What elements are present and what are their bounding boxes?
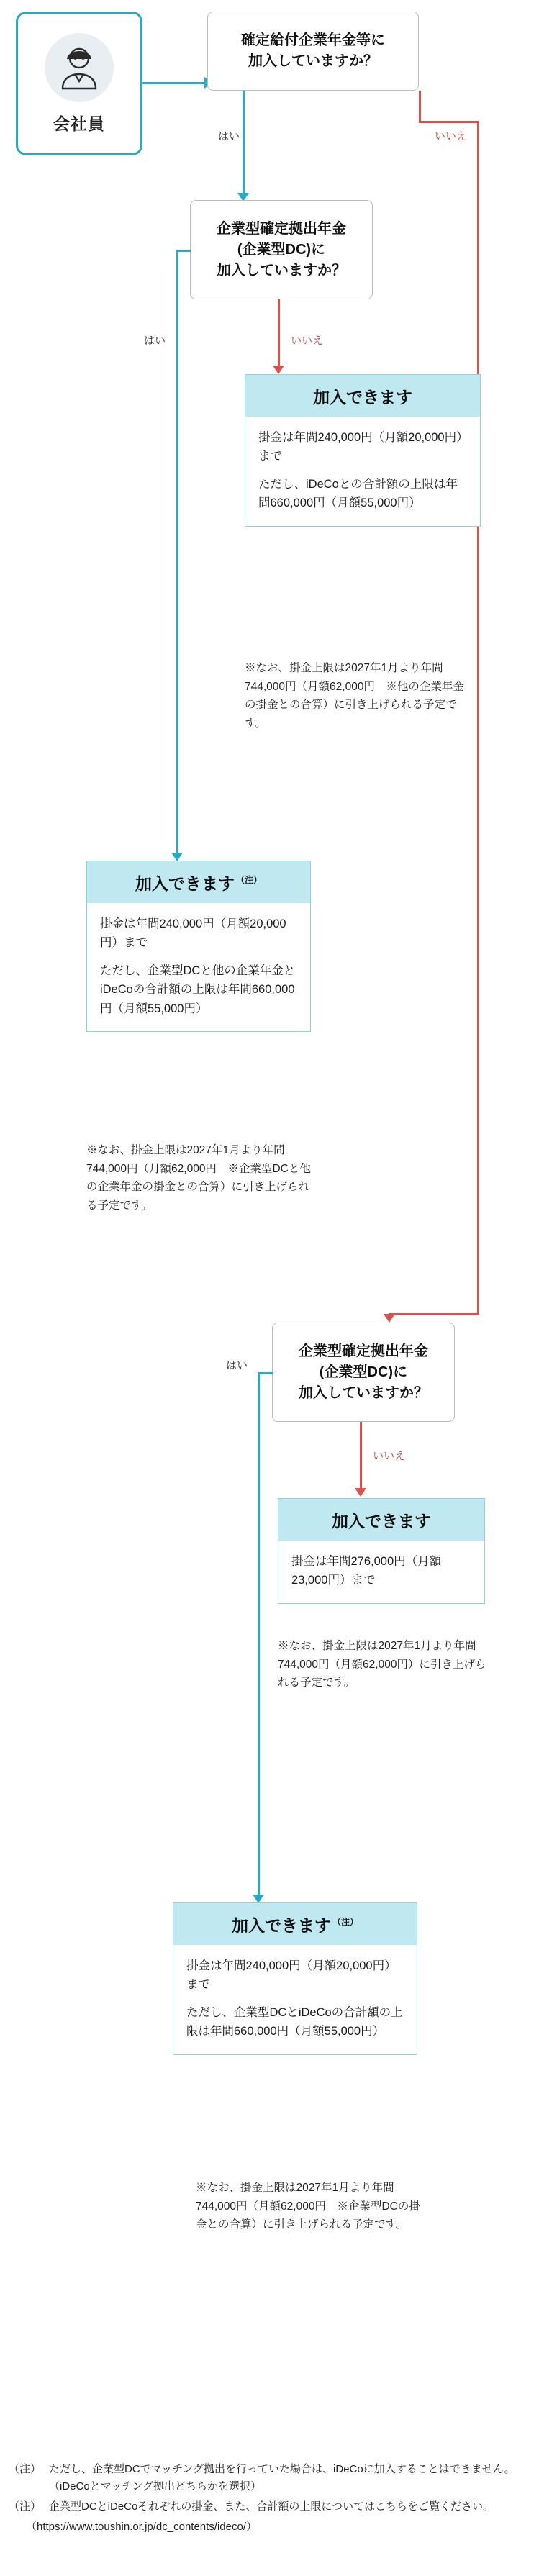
footnote-1: [9, 2461, 531, 2495]
result-2-heading: [87, 861, 310, 903]
connector-q1-yes: [243, 91, 245, 199]
question-3-box: [272, 1323, 455, 1422]
result-2-box: [86, 861, 311, 1032]
connector-q3-yes-vertical: [258, 1372, 260, 1900]
result-4-heading-note: （注）: [332, 1917, 358, 1928]
result-4-paragraph-1: 掛金は年間240,000円（月額20,000円）まで: [186, 1959, 397, 1992]
person-icon: [45, 33, 114, 102]
question-2-line-3: 加入していますか？: [217, 262, 346, 278]
connector-q1-no-stub: [419, 91, 421, 123]
edge-label-q2-no: いいえ: [291, 335, 324, 347]
start-node-employee: [16, 12, 142, 155]
result-4-paragraph-2: ただし、企業型DCとiDeCoの合計額の上限は年間660,000円（月額55,000円）: [186, 2005, 403, 2038]
result-2-body: [87, 903, 310, 1031]
result-3-heading: [278, 1499, 484, 1541]
footnote-1-mark: （注）: [9, 2463, 42, 2475]
result-1-heading: [245, 375, 480, 417]
result-4-heading: [173, 1903, 417, 1945]
question-2-line-2: (企業型DC)に: [237, 241, 326, 258]
connector-q2-yes-horizontal: [176, 250, 191, 252]
question-3-line-3: 加入していますか？: [299, 1384, 428, 1401]
result-1-body: [245, 417, 480, 526]
footnote-1-text: ただし、企業型DCでマッチング拠出を行っていた場合は、iDeCoに加入することはできません。（iDeCoとマッチング拠出どちらかを選択）: [49, 2463, 515, 2493]
footnote-2-mark: （注）: [9, 2500, 42, 2513]
result-1-paragraph-2: ただし、iDeCoとの合計額の上限は年間660,000円（月額55,000円）: [258, 477, 458, 510]
result-3-outside-note: ※なお、掛金上限は2027年1月より年間744,000円（月額62,000円）に引き上げられる予定です。: [278, 1640, 486, 1690]
connector-q2-no: [278, 299, 280, 371]
result-4-heading-text: 加入できます: [231, 1916, 331, 1935]
result-4-outside-note: ※なお、掛金上限は2027年1月より年間744,000円（月額62,000円 ※企業型DCの掛金との合算）に引き上げられる予定です。: [196, 2182, 420, 2231]
question-3-line-1: 企業型確定拠出年金: [299, 1343, 428, 1359]
connector-q1-no-arrowhead: [384, 1314, 395, 1323]
question-1-box: [207, 12, 419, 91]
footnote-2: [9, 2498, 531, 2516]
connector-q1-no-horizontal: [419, 121, 479, 123]
result-1-heading-text: 加入できます: [313, 388, 412, 407]
edge-label-q3-no: いいえ: [373, 1450, 406, 1462]
connector-q3-no-arrowhead: [355, 1488, 366, 1497]
connector-q1-no-to-q3: [389, 1313, 479, 1315]
edge-label-q1-no: いいえ: [435, 130, 468, 142]
edge-label-q3-yes: はい: [226, 1359, 248, 1371]
start-node-label: 会社員: [53, 114, 105, 133]
result-3-box: [278, 1498, 485, 1604]
footnotes-block: [9, 2461, 531, 2536]
result-3-paragraph-1: 掛金は年間276,000円（月額23,000円）まで: [291, 1555, 442, 1587]
result-1-box: [245, 374, 481, 527]
result-2-paragraph-2: ただし、企業型DCと他の企業年金とiDeCoの合計額の上限は年間660,000円（月額55,000円）: [100, 963, 296, 1015]
footnote-2-text: 企業型DCとiDeCoそれぞれの掛金、また、合計額の上限についてはこちらをご覧ください。: [49, 2500, 494, 2513]
result-2-outside-note: ※なお、掛金上限は2027年1月より年間744,000円（月額62,000円 ※企業型DCと他の企業年金の掛金との合算）に引き上げられる予定です。: [86, 1144, 311, 1212]
result-3-heading-text: 加入できます: [332, 1512, 431, 1530]
result-1-paragraph-1: 掛金は年間240,000円（月額20,000円）まで: [258, 431, 463, 463]
connector-q3-no: [360, 1422, 362, 1494]
footnote-url[interactable]: （https://www.toushin.or.jp/dc_contents/ideco/）: [26, 2521, 257, 2533]
question-2-box: [190, 200, 373, 299]
connector-start-to-q1: [142, 82, 206, 84]
edge-label-q1-yes: はい: [218, 130, 240, 142]
question-1-line-1: 確定給付企業年金等に: [241, 32, 385, 48]
result-3-body: [278, 1541, 484, 1603]
result-4-box: [173, 1902, 417, 2055]
question-1-line-2: 加入していますか？: [248, 53, 378, 69]
connector-q2-yes-vertical: [176, 250, 178, 858]
edge-label-q2-yes: はい: [144, 335, 166, 347]
connector-q1-no-vertical: [477, 121, 479, 1315]
connector-q2-no-arrowhead: [273, 366, 284, 374]
question-3-line-2: (企業型DC)に: [319, 1364, 408, 1380]
result-1-outside-note: ※なお、掛金上限は2027年1月より年間744,000円（月額62,000円 ※他の企業年金の掛金との合算）に引き上げられる予定です。: [245, 662, 464, 730]
result-2-heading-text: 加入できます: [135, 874, 235, 893]
connector-q3-yes-horizontal: [258, 1372, 273, 1374]
question-2-line-1: 企業型確定拠出年金: [217, 220, 346, 237]
result-4-body: [173, 1945, 417, 2054]
result-2-heading-note: （注）: [235, 875, 262, 886]
result-2-paragraph-1: 掛金は年間240,000円（月額20,000円）まで: [100, 917, 286, 950]
